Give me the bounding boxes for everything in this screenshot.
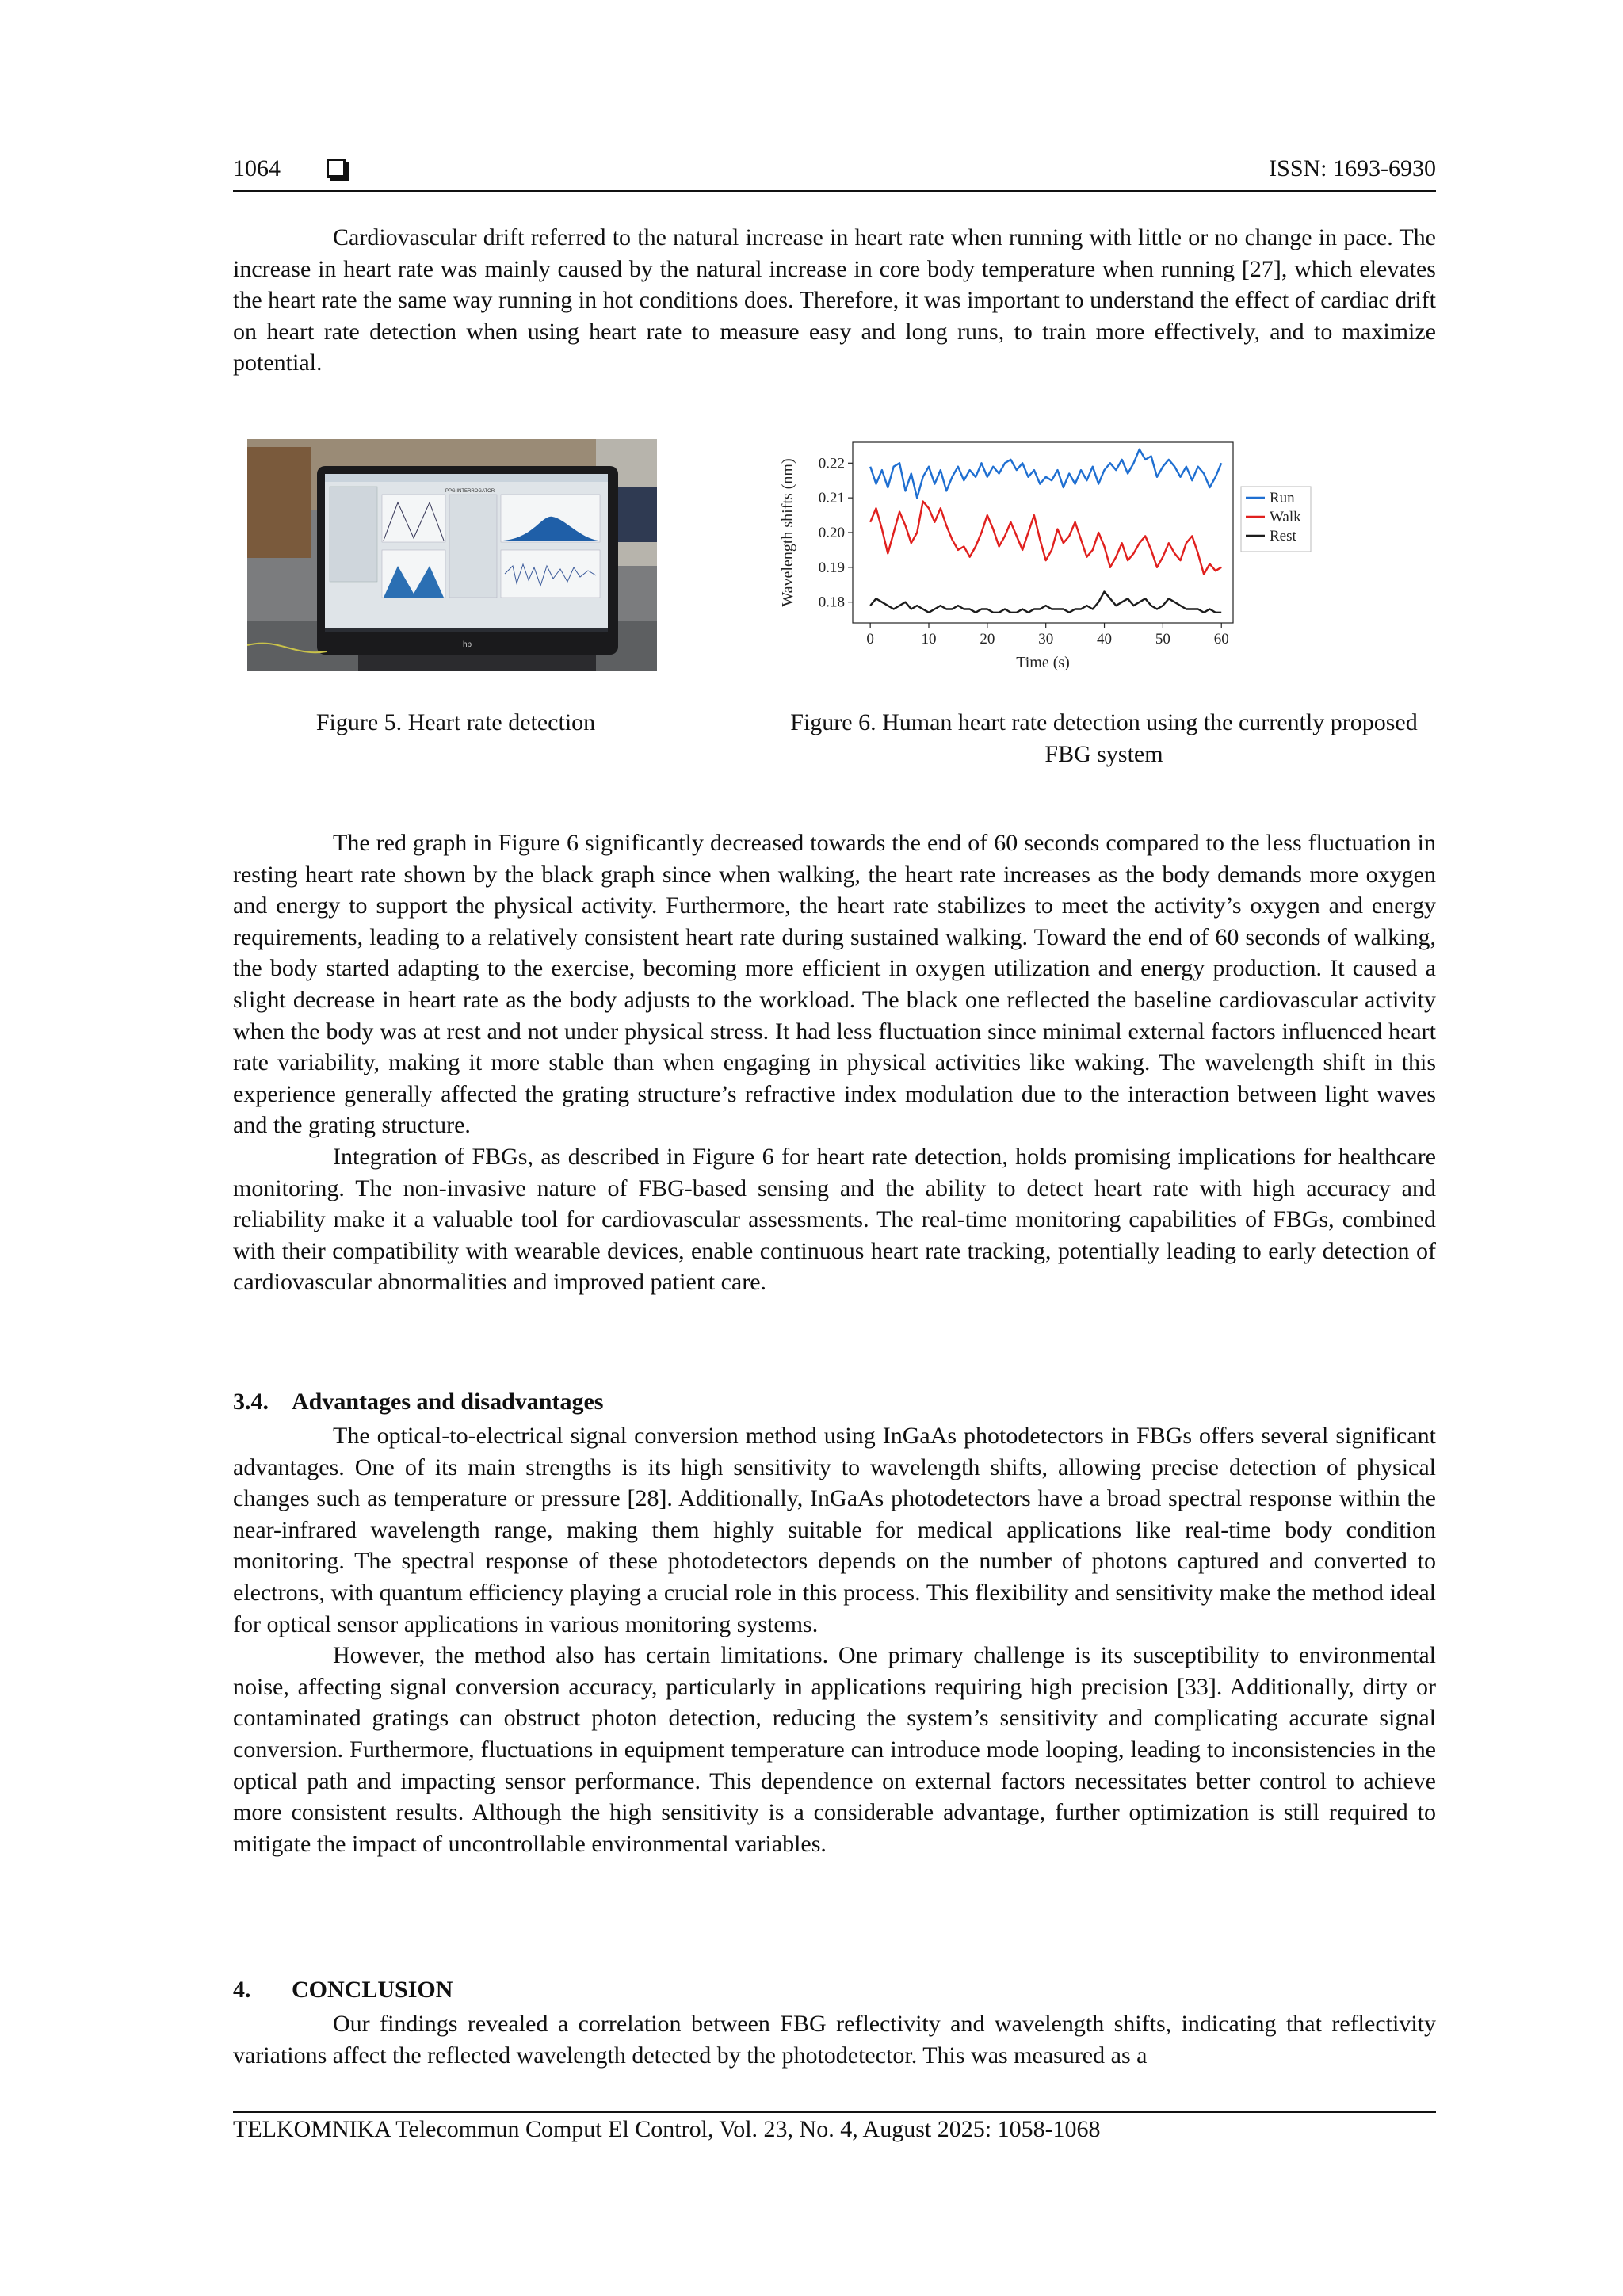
figure-6-caption	[682, 707, 1526, 770]
figure-6-chart	[745, 436, 1363, 682]
screen-title: PPG INTERROGATOR	[445, 489, 495, 494]
x-tick-label: 10	[921, 631, 937, 648]
y-tick-label: 0.19	[818, 559, 845, 576]
header-rule	[233, 190, 1436, 192]
page-header	[233, 155, 1436, 187]
legend-label-rest: Rest	[1270, 528, 1296, 544]
wavelength-shift-chart	[745, 436, 1363, 682]
figure-5-caption: Figure 5. Heart rate detection	[315, 709, 596, 735]
y-tick-label: 0.22	[818, 455, 845, 472]
header-square-icon	[327, 159, 346, 178]
section-heading-3-4	[233, 1389, 603, 1415]
paragraph: The optical-to-electrical signal conversion method using InGaAs photodetectors in FBGs offers several significant advantages. One of its main strengths is its high sensitivity to wavelength shifts, allowing precise detection of physical changes such as temperature or pressure [28]. Additionally, InGaAs photodetectors have a broad spectral response within the near-infrared wavelength range, making them highly suitable for medical applications like real-time body condition monitoring. The spectral response of these photodetectors depends on the number of photons captured and converted to electrons, with quantum efficiency playing a crucial role in this process. This flexibility and sensitivity make the method ideal for optical sensor applications in various monitoring systems.	[233, 1423, 1436, 1637]
y-tick-label: 0.21	[818, 490, 845, 507]
x-tick-label: 50	[1155, 631, 1170, 648]
x-axis-label: Time (s)	[1016, 654, 1070, 671]
svg-text:hp: hp	[463, 640, 472, 649]
x-tick-label: 40	[1097, 631, 1113, 648]
footer-rule	[233, 2111, 1436, 2113]
x-tick-label: 0	[866, 631, 874, 648]
issn: ISSN: 1693-6930	[1269, 155, 1436, 181]
body-text-4	[233, 2008, 1436, 2071]
section-title: CONCLUSION	[292, 1977, 453, 2003]
x-tick-label: 60	[1213, 631, 1229, 648]
laptop-photo-illustration	[247, 439, 657, 671]
legend-label-run: Run	[1270, 490, 1295, 506]
paragraph: Cardiovascular drift referred to the natural increase in heart rate when running with little or no change in pace. The increase in heart rate was mainly caused by the natural increase in core body temperature when running [27], which elevates the heart rate the same way running in hot conditions does. Therefore, it was important to understand the effect of cardiac drift on heart rate detection when using heart rate to measure easy and long runs, to train more effectively, and to maximize potential.	[233, 224, 1436, 376]
y-axis-label: Wavelength shifts (nm)	[779, 458, 796, 607]
x-tick-label: 30	[1038, 631, 1054, 648]
page-number: 1064	[233, 155, 281, 181]
series-line-run	[870, 449, 1221, 498]
series-line-walk	[870, 502, 1221, 575]
y-tick-label: 0.20	[818, 525, 845, 541]
section-number: 3.4.	[233, 1389, 269, 1415]
paragraph: However, the method also has certain limitations. One primary challenge is its susceptibility to environmental noise, affecting signal conversion accuracy, particularly in applications requiring high precision [33]. Additionally, dirty or contaminated gratings can obstruct photon detection, reducing the system’s sensitivity and complicating accurate signal conversion. Furthermore, fluctuations in equipment temperature can introduce mode looping, leading to inconsistencies in the optical path and impacting sensor performance. This dependence on external factors necessitates better control to achieve more consistent results. Although the high sensitivity is a considerable advantage, further optimization is still required to mitigate the impact of uncontrollable environmental variables.	[233, 1642, 1436, 1857]
x-tick-label: 20	[980, 631, 995, 648]
paragraph: The red graph in Figure 6 significantly decreased towards the end of 60 seconds compared to the less fluctuation in resting heart rate shown by the black graph since when walking, the heart rate increases as the body demands more oxygen and energy to support the physical activity. Furthermore, the heart rate stabilizes to meet the activity’s oxygen and energy requirements, leading to a relatively consistent heart rate during sustained walking. Toward the end of 60 seconds of walking, the body started adapting to the exercise, becoming more efficient in oxygen utilization and energy production. It caused a slight decrease in heart rate as the body adjusts to the workload. The black one reflected the baseline cardiovascular activity when the body was at rest and not under physical stress. It had less fluctuation since minimal external factors influenced heart rate variability, making it more stable than when engaging in physical activities like waking. The wavelength shift in this experience generally affected the grating structure’s refractive index modulation due to the interaction between light waves and the grating structure.	[233, 830, 1436, 1139]
body-text-2	[233, 827, 1436, 1298]
section-number: 4.	[233, 1977, 251, 2003]
paragraph: Our findings revealed a correlation between FBG reflectivity and wavelength shifts, indicating that reflectivity variations affect the reflected wavelength detected by the photodetector. This was measured as a	[233, 2011, 1436, 2069]
section-heading-4	[233, 1977, 453, 2004]
body-text-1	[233, 222, 1436, 379]
footer-citation: TELKOMNIKA Telecommun Comput El Control, Vol. 23, No. 4, August 2025: 1058-1068	[233, 2116, 1101, 2142]
figure-5-photo	[247, 439, 657, 671]
figure-6-caption-line-1: Figure 6. Human heart rate detection using the currently proposed	[790, 709, 1418, 735]
series-line-rest	[870, 592, 1221, 613]
legend-label-walk: Walk	[1270, 509, 1301, 525]
section-title: Advantages and disadvantages	[292, 1389, 604, 1415]
figure-6-caption-line-2: FBG system	[1044, 741, 1163, 767]
y-tick-label: 0.18	[818, 594, 845, 611]
body-text-3	[233, 1420, 1436, 1859]
paragraph: Integration of FBGs, as described in Figure 6 for heart rate detection, holds promising implications for healthcare monitoring. The non-invasive nature of FBG-based sensing and the ability to detect heart rate with high accuracy and reliability make it a valuable tool for cardiovascular assessments. The real-time monitoring capabilities of FBGs, combined with their compatibility with wearable devices, enable continuous heart rate tracking, potentially leading to early detection of cardiovascular abnormalities and improved patient care.	[233, 1143, 1436, 1296]
